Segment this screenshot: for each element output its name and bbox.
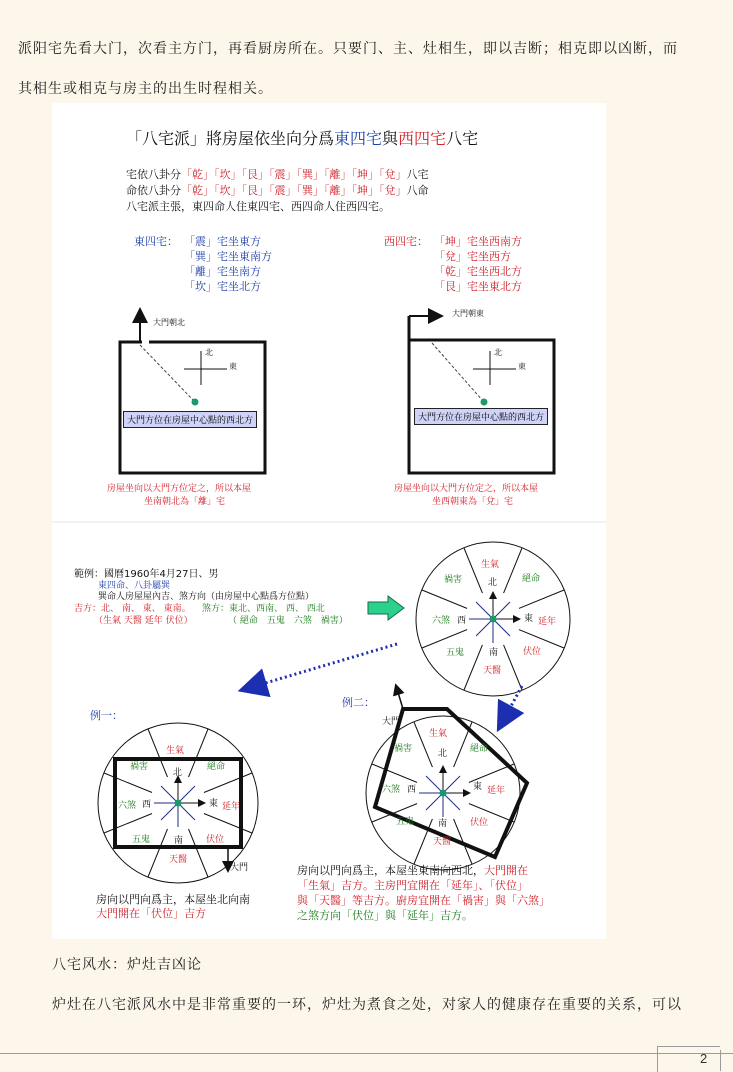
west-item-2: 「兌」宅坐西方 [434,250,511,263]
north-label-right: 北 [494,348,502,357]
east-item-1: 「震」宅坐東方 [184,235,261,248]
caption-right-2: 坐西朝東為「兌」宅 [432,497,514,507]
wheel-main-liusha: 六煞 [432,616,451,626]
wheel-main-s: 南 [489,648,499,658]
ex2-fuwei: 伏位 [470,818,489,828]
wheel-main-fuwei: 伏位 [523,647,542,657]
figure-title-a: 「八宅派」將房屋依坐向分爲 [126,129,335,148]
ex1-tianyi: 天醫 [169,855,188,865]
north-label-left: 北 [205,348,213,357]
green-arrow [368,596,404,620]
figure-title-c: 與 [382,129,399,148]
paragraph-line-2: 其相生或相克与房主的出生时程相关。 [18,81,273,97]
section-heading: 八宅风水：炉灶吉凶论 [52,957,202,973]
wheel-main-e: 東 [524,614,534,624]
ex2-door: 大門 [382,717,401,727]
trigram-line-1: 宅依八卦分「乾」「坎」「艮」「震」「巽」「離」「坤」「兌」八宅 [126,168,429,181]
figure-title-east: 東四宅 [334,129,383,148]
wheel-main-tianyi: 天醫 [483,666,502,676]
ex2-caption-1: 房向以門向爲主，本屋坐東南向西北，大門開在 [297,864,528,877]
ex2-shengqi: 生氣 [429,729,448,739]
east-item-2: 「巽」宅坐東南方 [184,250,272,263]
ex2-n: 北 [438,749,448,759]
dotted-arrow-left [252,644,397,687]
ex1-caption-1: 房向以門向爲主，本屋坐北向南 [96,893,250,906]
example-title: 範例：國曆1960年4月27日、男 [74,569,219,580]
lucky-names: （生氣 天醫 延年 伏位） [94,616,193,626]
figure-title-west: 西四宅 [398,129,447,148]
ex1-caption-2: 大門開在「伏位」吉方 [96,907,206,920]
caption-left-2: 坐南朝北為「離」宅 [144,497,226,507]
example-1-title: 例一： [90,709,123,722]
footer-rule [0,1053,733,1054]
wheel-main-wugui: 五鬼 [446,648,465,658]
bazhai-rule: 八宅派主張，東四命人住東四宅、西四命人住西四宅。 [126,200,390,213]
paragraph-line-1: 派阳宅先看大门，次看主方门，再看厨房所在。只要门、主、灶相生，即以吉断；相克即以凶断，而 [18,41,678,57]
ex1-yannian: 延年 [222,802,241,812]
page-number-box [657,1046,720,1072]
ex2-caption-4: 之煞方向「伏位」與「延年」吉方。 [297,909,473,922]
ex2-liusha: 六煞 [382,785,401,795]
ex2-wugui: 五鬼 [396,817,415,827]
ex1-s: 南 [174,836,184,846]
note-box-right: 大門方位在房屋中心點的西北方 [414,408,548,425]
door-north-label: 大門朝北 [153,318,185,327]
paragraph-line-3: 炉灶在八宅派风水中是非常重要的一环，炉灶为煮食之处，对家人的健康存在重要的关系，可以 [52,997,682,1013]
bazhai-figure [52,103,606,939]
west-item-4: 「艮」宅坐東北方 [434,280,522,293]
ex1-w: 西 [142,800,152,810]
house-left-diagram [120,315,265,473]
trigram-line-2: 命依八卦分「乾」「坎」「艮」「震」「巽」「離」「坤」「兌」八命 [126,184,429,197]
page-number: 2 [700,1051,708,1066]
west-item-3: 「乾」宅坐西北方 [434,265,522,278]
caption-left-1: 房屋坐向以大門方位定之，所以本屋 [107,484,252,494]
ex2-jueming: 絕命 [470,744,489,754]
east-label: 東四宅： [134,235,178,248]
ex2-s: 南 [438,819,448,829]
wheel-main-n: 北 [488,578,498,588]
bad-names: （ 絕命 五鬼 六煞 禍害） [228,616,348,626]
east-label-right: 東 [518,362,526,371]
ex2-w: 西 [407,785,417,795]
wheel-main-huohai: 禍害 [444,575,463,585]
bad-directions: 煞方：東北、西南、 西、 西北 [202,604,325,614]
wheel-main-yannian: 延年 [538,617,557,627]
west-label: 西四宅： [384,235,428,248]
ex2-tianyi: 天醫 [433,837,452,847]
east-item-4: 「坎」宅坐北方 [184,280,261,293]
figure-drawing [52,103,606,939]
page-corner-line [720,1050,721,1071]
ex1-jueming: 絕命 [207,762,226,772]
ex2-yannian: 延年 [487,786,506,796]
east-label-left: 東 [229,362,237,371]
ex1-huohai: 禍害 [130,762,149,772]
example-line-2: 東四命、八卦屬巽 [98,581,171,591]
house-right-diagram [409,316,554,473]
ex1-fuwei: 伏位 [206,835,225,845]
ex2-e: 東 [473,782,483,792]
ex1-shengqi: 生氣 [166,746,185,756]
ex1-door: 大門 [230,863,249,873]
ex1-wugui: 五鬼 [132,835,151,845]
wheel-main-shengqi: 生氣 [481,560,500,570]
example-line-3: 巽命人房屋屋內吉、煞方向（由房屋中心點爲方位點） [98,592,315,602]
caption-right-1: 房屋坐向以大門方位定之，所以本屋 [394,484,539,494]
ex2-huohai: 禍害 [394,744,413,754]
lucky-directions: 吉方：北、 南、 東、 東南。 [74,604,191,614]
note-box-left: 大門方位在房屋中心點的西北方 [123,411,257,428]
wheel-main-w: 西 [457,616,467,626]
ex1-liusha: 六煞 [118,801,137,811]
wheel-main-jueming: 絕命 [522,574,541,584]
ex2-caption-2: 「生氣」吉方。主房門宜開在「延年」、「伏位」 [297,879,528,892]
door-east-label: 大門朝東 [452,309,484,318]
east-item-3: 「離」宅坐南方 [184,265,261,278]
ex2-caption-3: 與「天醫」等吉方。廚房宜開在「禍害」與「六煞」 [297,894,550,907]
west-item-1: 「坤」宅坐西南方 [434,235,522,248]
example-2-title: 例二： [342,696,375,709]
figure-title-e: 八宅 [446,129,479,148]
ex1-e: 東 [209,799,219,809]
ex1-n: 北 [173,768,183,778]
